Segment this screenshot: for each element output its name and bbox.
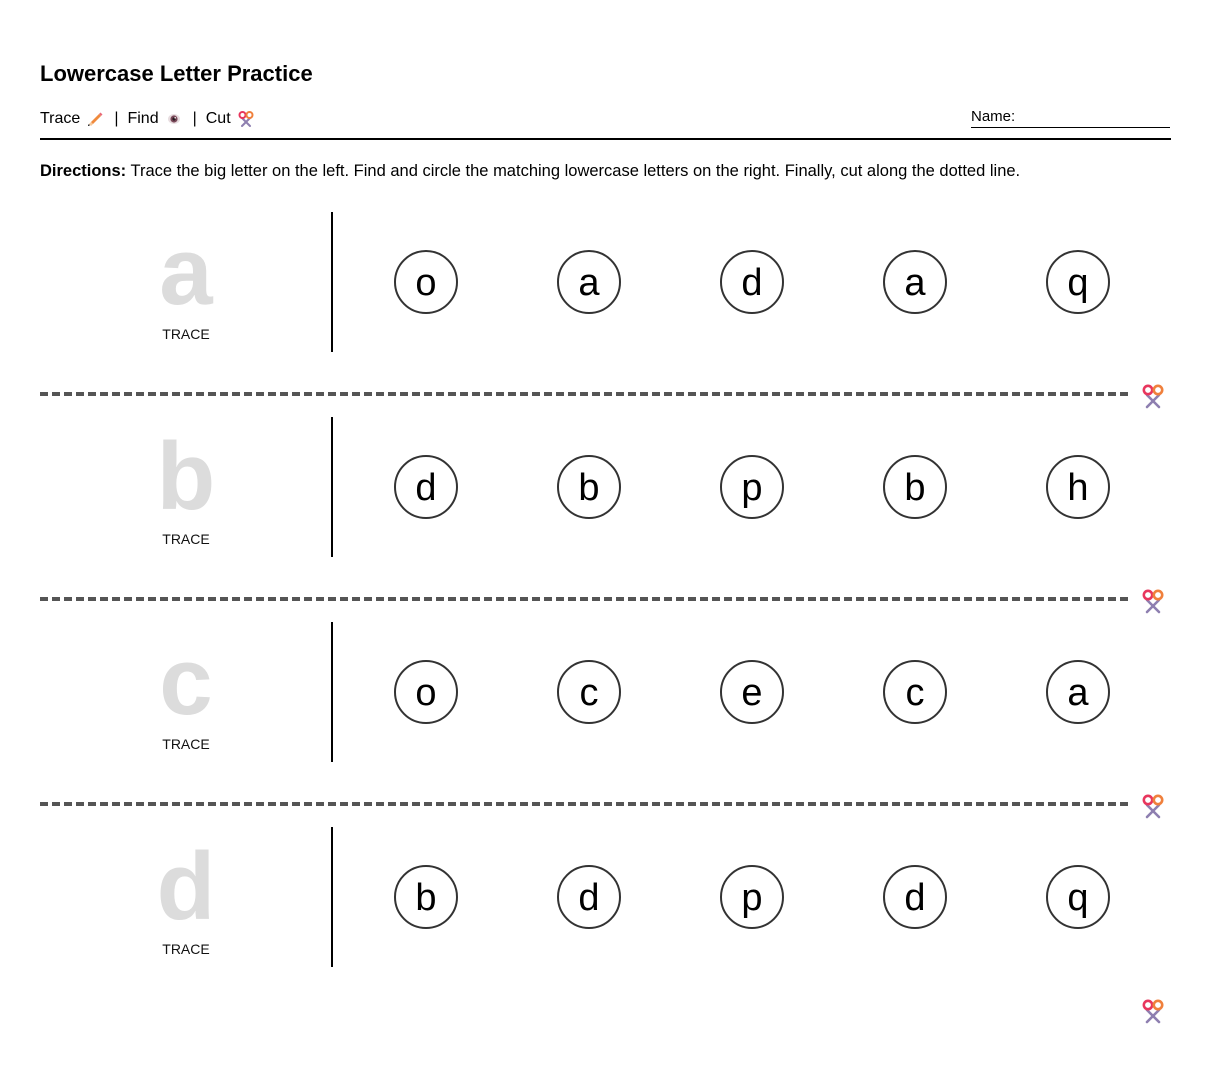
choice-letter: a [578,262,600,304]
row-divider [331,827,333,967]
choice-letter: q [1067,877,1089,919]
scissors-icon [1140,588,1166,614]
activity-legend [40,109,255,129]
choice-letter: q [1067,262,1089,304]
choice-circle[interactable] [557,455,621,519]
trace-letter[interactable]: c [159,628,213,735]
choice-circle[interactable] [883,660,947,724]
letter-row-a [40,212,1171,352]
choice-letter: d [578,877,600,919]
letter-row-d [40,827,1171,967]
choice-circle[interactable] [394,455,458,519]
eye-icon [165,110,183,128]
trace-letter[interactable]: d [156,833,216,940]
choice-circle[interactable] [883,865,947,929]
choice-letter: d [415,467,437,509]
scissors-icon [1140,998,1166,1024]
choice-letter: e [741,672,763,714]
legend-find-label: Find [127,110,159,127]
trace-area [136,212,236,352]
directions-label: Directions: [40,162,127,180]
choice-circle[interactable] [1046,660,1110,724]
trace-area [136,417,236,557]
choice-circle[interactable] [1046,865,1110,929]
choice-letter: o [415,262,437,304]
choice-circle[interactable] [720,250,784,314]
row-divider [331,622,333,762]
scissors-icon [1140,793,1166,819]
choice-letter: c [579,672,599,714]
trace-area [136,827,236,967]
name-field[interactable] [971,108,1170,128]
header-divider [40,138,1171,140]
row-divider [331,212,333,352]
choice-letter: a [1067,672,1089,714]
row-divider [331,417,333,557]
choice-letter: b [904,467,926,509]
trace-letter[interactable]: b [156,423,216,530]
choice-letter: a [904,262,926,304]
choice-letter: p [741,877,763,919]
choice-circle[interactable] [557,865,621,929]
trace-area [136,622,236,762]
choice-letter: c [905,672,925,714]
choice-letter: b [578,467,600,509]
pencil-icon [86,110,104,128]
choice-circle[interactable] [883,455,947,519]
choice-circle[interactable] [883,250,947,314]
choice-circle[interactable] [394,865,458,929]
legend-cut-label: Cut [205,110,231,127]
choice-letter: p [741,467,763,509]
choice-circle[interactable] [720,660,784,724]
choice-circle[interactable] [720,455,784,519]
choice-circle[interactable] [1046,250,1110,314]
cut-line [40,802,1128,806]
trace-label: TRACE [162,941,210,957]
choice-circle[interactable] [394,660,458,724]
choice-circle[interactable] [394,250,458,314]
cut-line [40,392,1128,396]
choice-letter: d [741,262,763,304]
choice-circle[interactable] [720,865,784,929]
trace-letter[interactable]: a [159,218,213,325]
legend-separator: | [114,110,119,127]
legend-separator: | [192,110,197,127]
directions-text: Trace the big letter on the left. Find and circle the matching lowercase letters on the right. Finally, cut along the dotted line. [130,162,1021,180]
scissors-icon [1140,383,1166,409]
page-title: Lowercase Letter Practice [40,61,313,86]
letter-row-b [40,417,1171,557]
name-label: Name: [971,108,1016,125]
cut-line [40,597,1128,601]
letter-row-c [40,622,1171,762]
legend-trace-label: Trace [40,110,81,127]
choice-circle[interactable] [1046,455,1110,519]
trace-label: TRACE [162,531,210,547]
choice-circle[interactable] [557,660,621,724]
choice-letter: o [415,672,437,714]
choice-letter: b [415,877,437,919]
trace-label: TRACE [162,736,210,752]
choice-circle[interactable] [557,250,621,314]
choice-letter: h [1067,467,1089,509]
directions [40,160,1171,182]
choice-letter: d [904,877,926,919]
trace-label: TRACE [162,326,210,342]
scissors-icon [237,110,255,128]
